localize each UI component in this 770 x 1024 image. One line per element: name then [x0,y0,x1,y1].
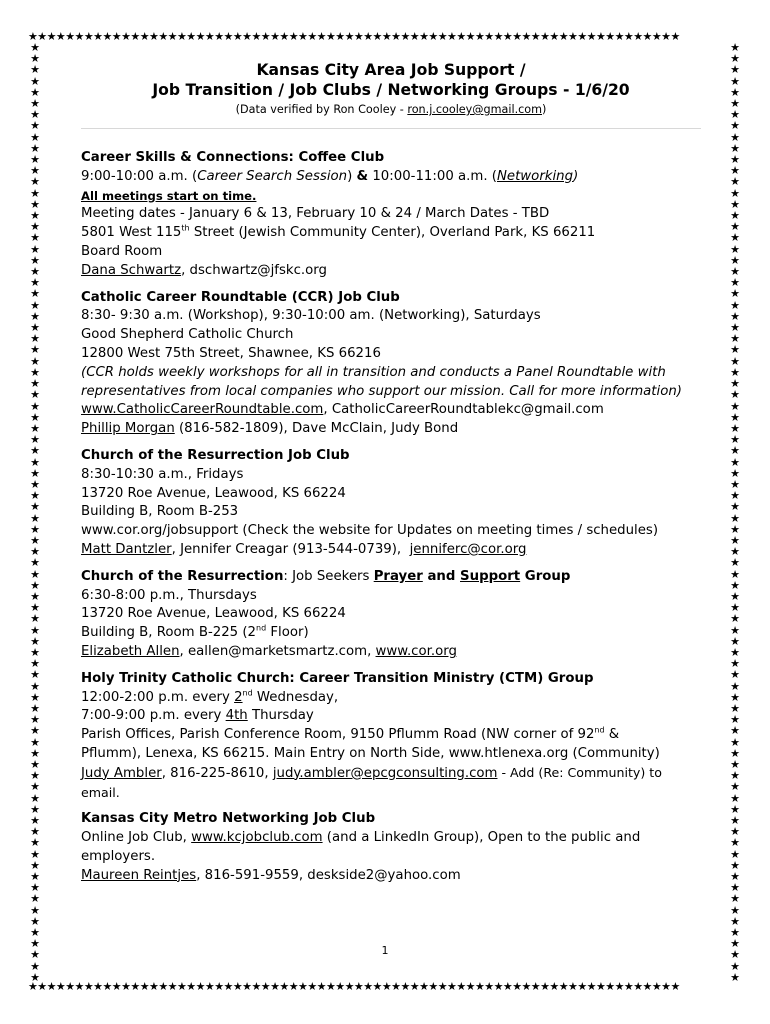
website-link[interactable]: www.kcjobclub.com [191,830,323,846]
entry-contact [81,262,701,281]
entry-time [81,168,701,187]
title-text: : Job Seekers [283,568,374,584]
entry-place: Good Shepherd Catholic Church [81,327,294,343]
contact-link[interactable]: Matt Dantzler [81,541,172,557]
entry-kc-metro [81,810,701,885]
contact-link[interactable]: Maureen Reintjes [81,867,197,883]
room-text: Building B, Room B-225 (2 [81,625,257,641]
entry-contact [81,420,701,439]
entry-address: 12800 West 75th Street, Shawnee, KS 66216 [81,345,381,361]
star-border-top: ★★★★★★★★★★★★★★★★★★★★★★★★★★★★★★★★★★★★★★★★★★★★★★★★★★★★★★★★★★★★★★★★★★★★★★ [28,30,680,43]
entry-dates: Meeting dates - January 6 & 13, February 10 & 24 / March Dates - TBD [81,206,550,222]
star-border-left: ★ ★ ★ ★ ★ ★ ★ ★ ★ ★ ★ ★ ★ ★ ★ ★ ★ ★ ★ ★ ★ ★ ★ ★ ★ ★ ★ ★ ★ ★ ★ ★ ★ ★ ★ ★ ★ ★ ★ ★ ★ ★ ★ ★ ★ ★ ★ ★ ★ ★ ★ ★ ★ ★ ★ ★ ★ ★ ★ ★ ★ ★ ★ ★ ★ ★ ★ ★ ★ ★ ★ ★ ★ ★ ★ ★ ★ ★ ★ ★ ★ ★ ★ ★ [30,42,40,982]
entry-address: 13720 Roe Avenue, Leawood, KS 66224 [81,606,346,622]
contact-link[interactable]: Elizabeth Allen [81,643,180,659]
entry-title: Career Skills & Connections: Coffee Club [81,150,385,165]
title-line-1: Kansas City Area Job Support / [256,61,526,79]
entry-address: 13720 Roe Avenue, Leawood, KS 66224 [81,485,346,501]
entry-description: employers. [81,848,156,864]
time-text: 9:00-10:00 a.m. ( [81,168,198,184]
contact-text: , eallen@marketsmartz.com, [179,643,376,659]
entry-time: 8:30-10:30 a.m., Fridays [81,466,244,482]
title-prayer: Prayer [373,568,423,584]
entry-address [81,726,701,745]
entry-description: representatives from local companies who support our mission. Call for more information) [81,383,682,399]
contact-text: email. [81,784,120,800]
time-networking: Networking [496,168,574,184]
entry-room [81,624,701,643]
page-number: 1 [381,944,389,957]
entry-ctm [81,670,701,803]
contact-link[interactable]: Phillip Morgan [81,421,175,437]
room-text: Floor) [266,625,309,641]
entry-ccr [81,289,701,439]
entry-title [81,568,701,587]
room-sup: nd [256,623,267,633]
entry-address [81,224,701,243]
star-border-right: ★ ★ ★ ★ ★ ★ ★ ★ ★ ★ ★ ★ ★ ★ ★ ★ ★ ★ ★ ★ ★ ★ ★ ★ ★ ★ ★ ★ ★ ★ ★ ★ ★ ★ ★ ★ ★ ★ ★ ★ ★ ★ ★ ★ ★ ★ ★ ★ ★ ★ ★ ★ ★ ★ ★ ★ ★ ★ ★ ★ ★ ★ ★ ★ ★ ★ ★ ★ ★ ★ ★ ★ ★ ★ ★ ★ ★ ★ ★ ★ ★ ★ ★ ★ [730,42,740,982]
document-body [81,60,701,893]
desc-text: (and a LinkedIn Group), Open to the public and [322,830,641,846]
entry-contact [81,764,701,784]
address-sup: th [181,223,190,233]
title-text: Church of the Resurrection [81,568,284,584]
title-line-2: Job Transition / Job Clubs / Networking Groups - 1/6/20 [152,81,630,99]
entry-room: Building B, Room B-253 [81,504,239,520]
address-text: Parish Offices, Parish Conference Room, 9150 Pflumm Road (NW corner of 92 [81,727,595,743]
email-link[interactable]: jenniferc@cor.org [409,541,527,557]
entry-web [81,401,701,420]
time-session: Career Search Session [197,168,348,184]
web-text: , CatholicCareerRoundtablekc@gmail.com [323,402,604,418]
entry-web: www.cor.org/jobsupport (Check the website for Updates on meeting times / schedules) [81,523,659,539]
entry-title: Church of the Resurrection Job Club [81,447,350,463]
time-ordinal: 2 [234,689,243,705]
email-link[interactable]: judy.ambler@epcgconsulting.com [272,765,498,781]
contact-text: - Add (Re: Community) to [497,764,662,780]
contact-text: , dschwartz@jfskc.org [181,262,327,278]
entry-description: (CCR holds weekly workshops for all in transition and conducts a Panel Roundtable with [81,364,666,380]
time-sup: nd [242,688,253,698]
time-text: ) [347,168,357,184]
verified-note [81,102,701,117]
contact-text: , 816-591-9559, deskside2@yahoo.com [196,867,461,883]
entry-time: 8:30- 9:30 a.m. (Workshop), 9:30-10:00 am. (Networking), Saturdays [81,308,541,324]
verified-email-link[interactable]: ron.j.cooley@gmail.com [407,103,543,116]
title-text: Group [520,568,571,584]
address-sup: nd [594,725,605,735]
contact-link[interactable]: Judy Ambler [81,765,162,781]
page-title [81,60,701,100]
time-amp: & [356,168,369,184]
star-border-bottom: ★★★★★★★★★★★★★★★★★★★★★★★★★★★★★★★★★★★★★★★★★★★★★★★★★★★★★★★★★★★★★★★★★★★★★★ [28,980,680,993]
website-link[interactable]: www.CatholicCareerRoundtable.com [81,402,324,418]
address-text: Street (Jewish Community Center), Overland Park, KS 66211 [189,225,596,241]
entry-prayer-support [81,568,701,662]
entry-title: Holy Trinity Catholic Church: Career Transition Ministry (CTM) Group [81,670,594,686]
entry-time-1 [81,689,701,708]
verified-prefix: (Data verified by Ron Cooley - [235,103,408,116]
entry-time-2 [81,707,701,726]
entry-contact [81,643,701,662]
address-text: 5801 West 115 [81,225,182,241]
entry-note: All meetings start on time. [81,188,257,203]
time-text: 10:00-11:00 a.m. ( [368,168,497,184]
time-text: Wednesday, [252,689,339,705]
time-text: Thursday [247,708,314,724]
verified-suffix: ) [542,103,547,116]
entry-title: Catholic Career Roundtable (CCR) Job Club [81,289,400,305]
time-text: 12:00-2:00 p.m. every [81,689,235,705]
entry-cor-job-club [81,447,701,560]
contact-text: , Jennifer Creagar (913-544-0739), [171,541,410,557]
entry-description [81,829,701,848]
entry-room: Board Room [81,243,163,259]
time-text: 7:00-9:00 p.m. every [81,708,226,724]
title-support: Support [460,568,521,584]
desc-text: Online Job Club, [81,830,192,846]
entry-contact [81,867,701,886]
entry-coffee-club [81,149,701,281]
title-text: and [422,568,461,584]
entry-time: 6:30-8:00 p.m., Thursdays [81,587,257,603]
entry-contact [81,541,701,560]
contact-link[interactable]: Dana Schwartz [81,262,182,278]
time-text: ) [573,168,579,184]
address-text: & [604,727,620,743]
contact-text: , 816-225-8610, [161,765,273,781]
entry-title: Kansas City Metro Networking Job Club [81,811,376,827]
contact-text: (816-582-1809), Dave McClain, Judy Bond [174,421,459,437]
entry-address: Pflumm), Lenexa, KS 66215. Main Entry on North Side, www.htlenexa.org (Community) [81,745,660,761]
website-link[interactable]: www.cor.org [375,643,457,659]
time-ordinal: 4th [225,708,248,724]
